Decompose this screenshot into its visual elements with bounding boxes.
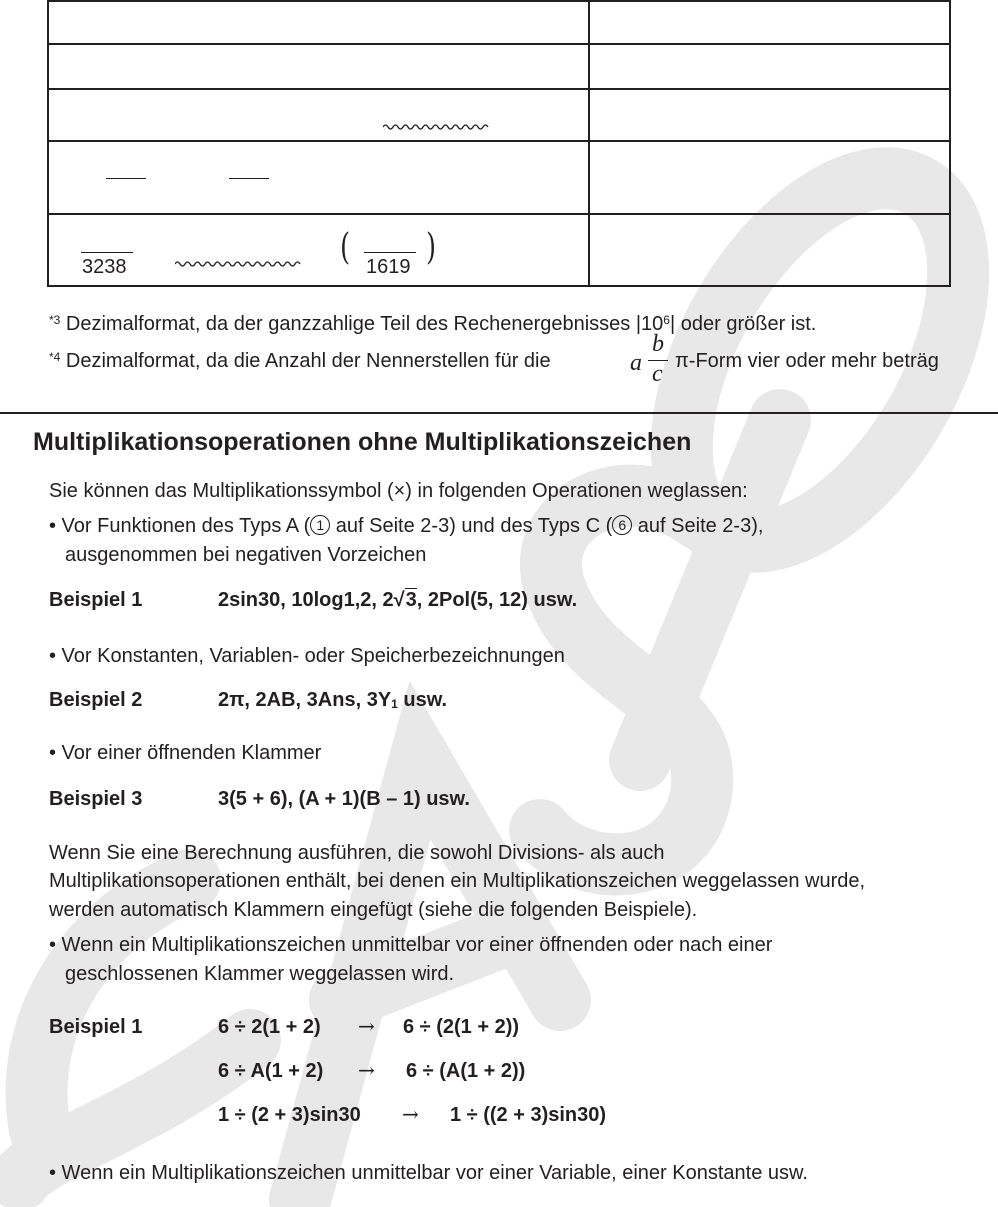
fraction-bar [364,252,416,253]
fraction-bar [81,252,133,253]
example-label: Beispiel 2 [49,689,143,711]
circled-number-6: 6 [612,515,632,535]
example-3-content: 3(5 + 6), (A + 1)(B – 1) usw. [218,788,470,810]
example-row-left: 1 ÷ (2 + 3)sin30 [218,1104,361,1126]
example-2-content: 2π, 2AB, 3Ans, 3Y1 usw. [218,689,448,711]
wavy-underline [383,123,489,131]
frac-a: a [630,350,642,376]
footnote-3: $^{*3}$ Dezimalformat, da der ganzzahlige Teil des Rechenergebnisses $|10^6|$ oder größer ist. [49,313,817,335]
denominator-1619: 1619 [366,256,411,278]
wavy-underline [175,260,303,268]
open-paren: ( [340,227,350,268]
bullet-1: • Vor Funktionen des Typs A ( 1 auf Seite 2-3) und des Typs C ( 6 auf Seite 2-3), [49,515,764,537]
denominator-3238: 3238 [82,256,127,278]
bullet-2: • Vor Konstanten, Variablen- oder Speicherbezeichnungen [49,645,565,667]
example-label: Beispiel 3 [49,788,143,810]
circled-number-1: 1 [310,515,330,535]
frac-b: b [652,331,664,357]
intro-text: Sie können das Multiplikationssymbol (×) in folgenden Operationen weglassen: [49,480,748,502]
footnote-4: $^{*4}$ Dezimalformat, da die Anzahl der Nennerstellen für die [49,350,551,372]
paragraph-line: Multiplikationsoperationen enthält, bei denen ein Multiplikationszeichen weggelassen wurde, [49,870,866,892]
example-label: Beispiel 1 [49,589,143,611]
footnote-4-tail: π-Form vier oder mehr beträg [675,350,939,372]
bullet-1-line2: ausgenommen bei negativen Vorzeichen [65,544,427,566]
example-row-right: 6 ÷ (2(1 + 2)) [403,1016,520,1038]
arrow-icon: → [358,1058,375,1082]
example-row-left: 6 ÷ 2(1 + 2) [218,1016,321,1038]
fraction-bar [106,178,146,179]
paragraph-line: Wenn Sie eine Berechnung ausführen, die sowohl Divisions- als auch [49,842,665,864]
fraction-bar [229,178,269,179]
example-row-left: 6 ÷ A(1 + 2) [218,1060,324,1082]
example-label: Beispiel 1 [49,1016,143,1038]
arrow-icon: → [402,1102,419,1126]
section-divider [0,412,998,414]
arrow-icon: → [358,1014,375,1038]
paragraph-line: werden automatisch Klammern eingefügt (siehe die folgenden Beispiele). [49,899,698,921]
bullet-5: • Wenn ein Multiplikationszeichen unmittelbar vor einer Variable, einer Konstante usw. [49,1162,808,1184]
example-row-right: 6 ÷ (A(1 + 2)) [406,1060,526,1082]
bullet-3: • Vor einer öffnenden Klammer [49,742,322,764]
bullet-4-line2: geschlossenen Klammer weggelassen wird. [65,963,455,985]
frac-c: c [652,361,663,387]
example-1-content: 2sin30, 10log1,2, 2√3, 2Pol(5, 12) usw. [218,589,578,611]
bullet-4: • Wenn ein Multiplikationszeichen unmittelbar vor einer öffnenden oder nach einer [49,934,773,956]
close-paren: ) [426,227,436,268]
section-title: Multiplikationsoperationen ohne Multiplikationszeichen [33,428,692,456]
example-row-right: 1 ÷ ((2 + 3)sin30) [450,1104,607,1126]
